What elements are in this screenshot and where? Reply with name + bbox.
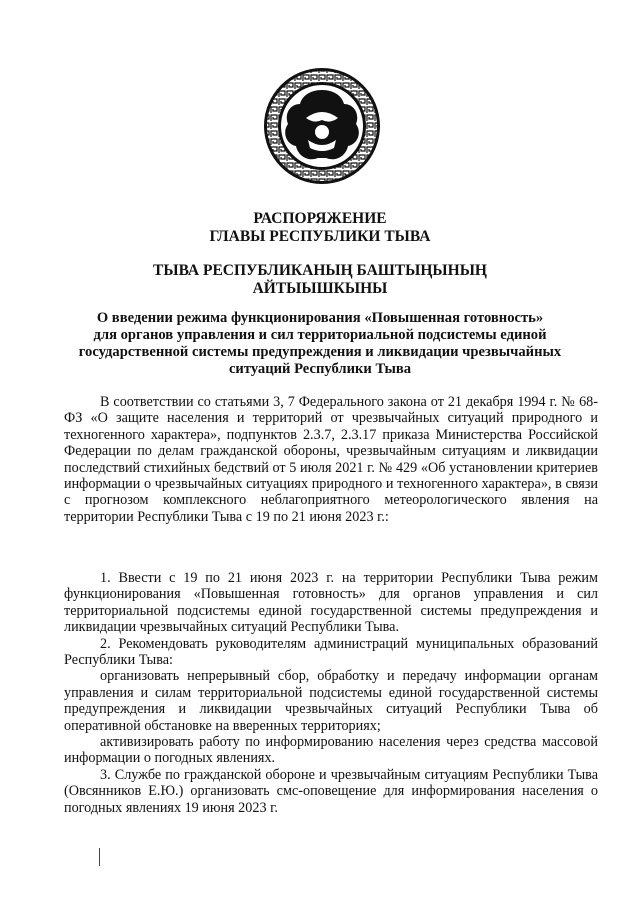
subject-line: О введении режима функционирования «Повышенная готовность» [96,310,544,326]
emblem-of-tuva-seal [262,66,382,186]
order-item-2-subitem: организовать непрерывный сбор, обработку и передачу информации органам управления и силам территориальной подсистемы единой государственной системы предупреждения и ликвидации чрезвычайных ситуаций Республики Тыва об оперативной обстановке на вверенных территориях; [64,668,598,734]
document-subject [0,310,640,378]
document-title-tuvan [0,262,640,298]
order-item-1: 1. Ввести с 19 по 21 июня 2023 г. на территории Республики Тыва режим функционирования «Повышенная готовность» для органов управления и сил территориальной подсистемы единой государственной системы предупреждения и ликвидации чрезвычайных ситуаций Республики Тыва. [64,570,598,636]
order-items [64,570,598,816]
preamble-section [64,394,598,525]
title-line: ТЫВА РЕСПУБЛИКАНЫҢ БАШТЫҢЫНЫҢ [153,262,487,279]
subject-line: государственной системы предупреждения и ликвидации чрезвычайных [78,344,562,360]
subject-line: ситуаций Республики Тыва [228,361,412,377]
order-item-2: 2. Рекомендовать руководителям администраций муниципальных образований Республики Тыва: [64,635,598,669]
title-line: РАСПОРЯЖЕНИЕ [253,210,387,227]
order-item-2-subitem: активизировать работу по информированию населения через средства массовой информации о погодных явлениях. [64,734,598,767]
title-line: ГЛАВЫ РЕСПУБЛИКИ ТЫВА [209,228,431,245]
margin-mark [99,848,100,866]
subject-line: для органов управления и сил территориальной подсистемы единой [93,327,547,343]
document-title [0,210,640,246]
title-line: АЙТЫЫШКЫНЫ [252,280,388,297]
order-item-3: 3. Службе по гражданской обороне и чрезвычайным ситуациям Республики Тыва (Овсянников Е.Ю.) организовать смс-оповещение для информирования населения о погодных явлениях 19 июня 2023 г. [64,766,598,816]
preamble-paragraph: В соответствии со статьями 3, 7 Федерального закона от 21 декабря 1994 г. № 68-ФЗ «О защите населения и территорий от чрезвычайных ситуаций природного и техногенного характера», подпунктов 2.3.7, 2.3.17 приказа Министерства Российской Федерации по делам гражданской обороны, чрезвычайным ситуациям и ликвидации последствий стихийных бедствий от 5 июля 2021 г. № 429 «Об установлении критериев информации о чрезвычайных ситуациях природного и техногенного характера», в связи с прогнозом комплексного неблагоприятного метеорологического явления на территории Республики Тыва с 19 по 21 июня 2023 г.: [64,394,598,525]
